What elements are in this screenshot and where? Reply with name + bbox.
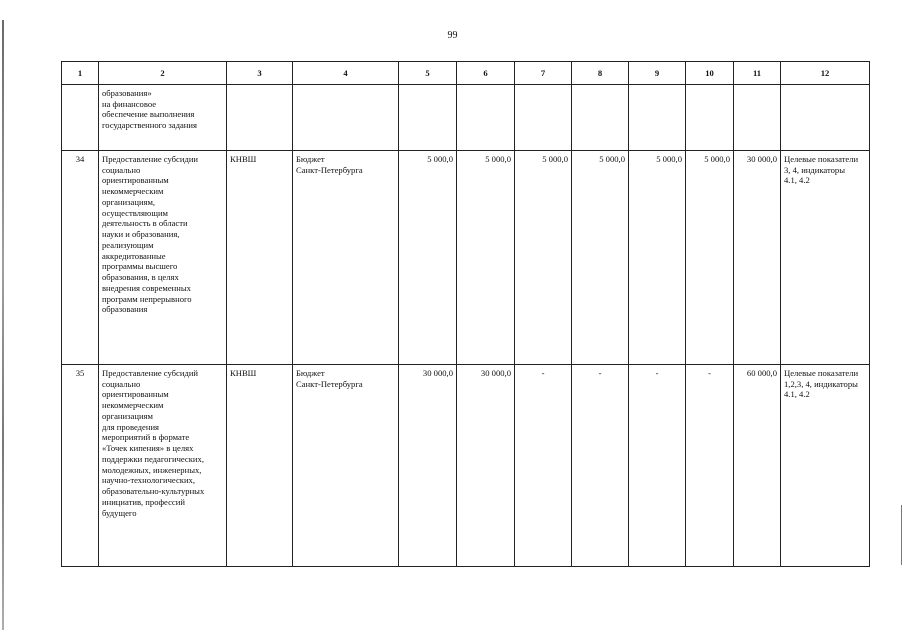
header-row bbox=[62, 62, 870, 85]
column-header: 8 bbox=[572, 62, 629, 85]
budget-table bbox=[61, 61, 870, 567]
indicators: Целевые показатели 3, 4, индикаторы 4.1, 4.2 bbox=[781, 151, 870, 365]
value-cell: 30 000,0 bbox=[457, 365, 515, 567]
column-header: 11 bbox=[734, 62, 781, 85]
column-header: 3 bbox=[227, 62, 293, 85]
column-header: 10 bbox=[686, 62, 734, 85]
funding-source: Бюджет Санкт-Петербурга bbox=[293, 365, 399, 567]
total-cell: 30 000,0 bbox=[734, 151, 781, 365]
value-cell: 5 000,0 bbox=[629, 151, 686, 365]
column-header: 2 bbox=[99, 62, 227, 85]
value-cell: - bbox=[572, 365, 629, 567]
table-row bbox=[62, 365, 870, 567]
value-cell: 5 000,0 bbox=[399, 151, 457, 365]
funding-source: Бюджет Санкт-Петербурга bbox=[293, 151, 399, 365]
value-cell: - bbox=[629, 365, 686, 567]
row-number: 35 bbox=[62, 365, 99, 567]
value-cell: - bbox=[515, 365, 572, 567]
scan-edge-shadow bbox=[2, 20, 4, 630]
table-row-continuation bbox=[62, 85, 870, 151]
measure-name: образования» на финансовое обеспечение выполнения государственного задания bbox=[99, 85, 227, 151]
indicators: Целевые показатели 1,2,3, 4, индикаторы 4.1, 4.2 bbox=[781, 365, 870, 567]
row-number: 34 bbox=[62, 151, 99, 365]
value-cell: 5 000,0 bbox=[686, 151, 734, 365]
executor: КНВШ bbox=[227, 365, 293, 567]
column-header: 9 bbox=[629, 62, 686, 85]
total-cell: 60 000,0 bbox=[734, 365, 781, 567]
column-header: 7 bbox=[515, 62, 572, 85]
value-cell: 5 000,0 bbox=[572, 151, 629, 365]
table-row bbox=[62, 151, 870, 365]
column-header: 5 bbox=[399, 62, 457, 85]
value-cell: 30 000,0 bbox=[399, 365, 457, 567]
executor: КНВШ bbox=[227, 151, 293, 365]
measure-name: Предоставление субсидий социально ориентированным некоммерческим организациям для проведения мероприятий в формате «Точек кипения» в целях поддержки педагогических, молодежных, инженерных, научно-технологических, образовательно-культурных инициатив, профессий будущего bbox=[99, 365, 227, 567]
scan-edge-mark bbox=[901, 505, 902, 565]
measure-name: Предоставление субсидии социально ориентированным некоммерческим организациям, осуществляющим деятельность в области науки и образования, реализующим аккредитованные программы высшего образования, в целях внедрения современных программ непрерывного образования bbox=[99, 151, 227, 365]
column-header: 1 bbox=[62, 62, 99, 85]
value-cell: 5 000,0 bbox=[515, 151, 572, 365]
column-header: 6 bbox=[457, 62, 515, 85]
page-number: 99 bbox=[447, 30, 458, 41]
column-header: 12 bbox=[781, 62, 870, 85]
column-header: 4 bbox=[293, 62, 399, 85]
value-cell: 5 000,0 bbox=[457, 151, 515, 365]
value-cell: - bbox=[686, 365, 734, 567]
